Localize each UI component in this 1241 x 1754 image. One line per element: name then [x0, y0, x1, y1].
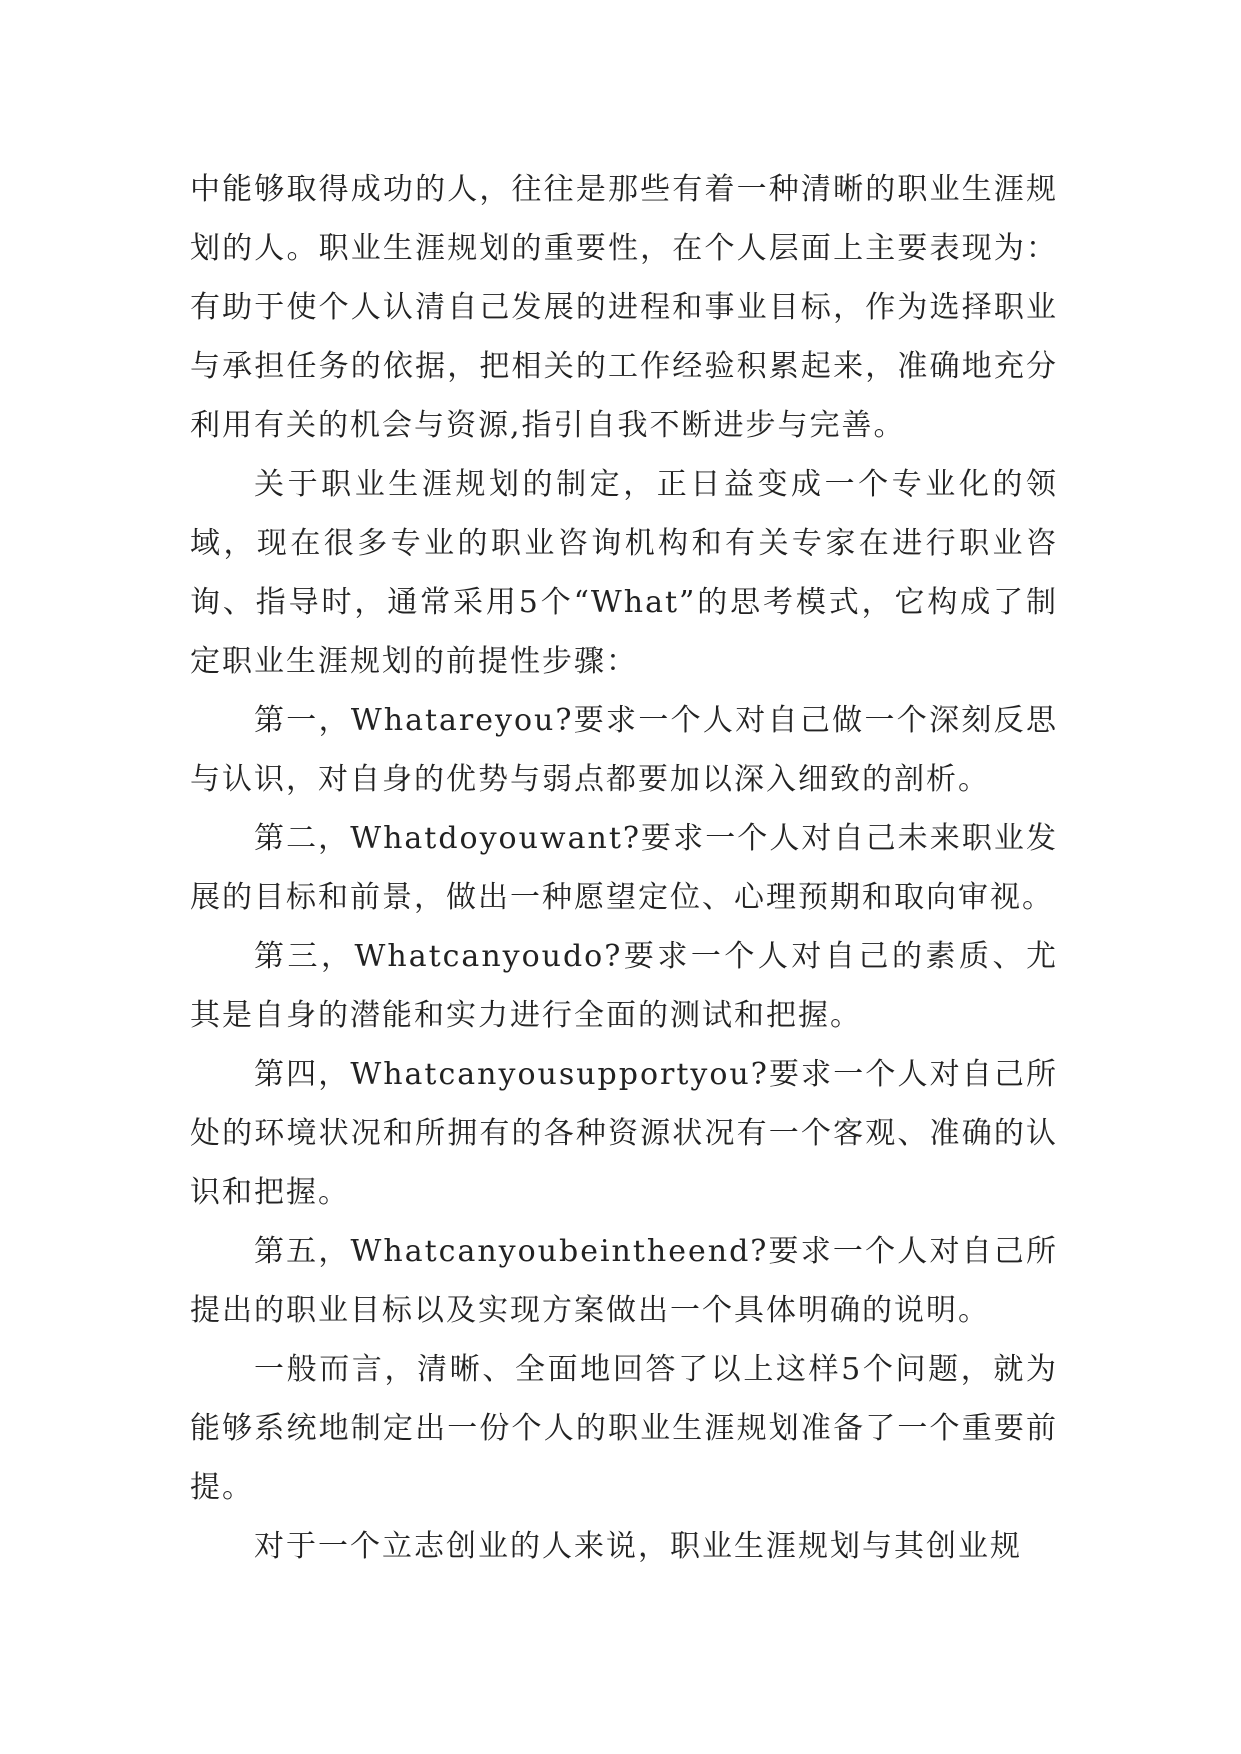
paragraph-what-second: 第二，Whatdoyouwant?要求一个人对自己未来职业发展的目标和前景，做出一种愿望定位、心理预期和取向审视。	[190, 821, 1058, 915]
paragraph-entrepreneur: 对于一个立志创业的人来说，职业生涯规划与其创业规	[254, 1529, 1022, 1564]
paragraph-what-first: 第一，Whatareyou?要求一个人对自己做一个深刻反思与认识，对自身的优势与弱点都要加以深入细致的剖析。	[190, 703, 1058, 797]
paragraph-summary: 一般而言，清晰、全面地回答了以上这样5个问题，就为能够系统地制定出一份个人的职业生涯规划准备了一个重要前提。	[190, 1352, 1058, 1505]
paragraph-what-fifth: 第五，Whatcanyoubeintheend?要求一个人对自己所提出的职业目标以及实现方案做出一个具体明确的说明。	[190, 1234, 1058, 1328]
paragraph-five-what-model: 关于职业生涯规划的制定，正日益变成一个专业化的领域，现在很多专业的职业咨询机构和有关专家在进行职业咨询、指导时，通常采用5个“What”的思考模式，它构成了制定职业生涯规划的前提性步骤：	[190, 467, 1058, 679]
document-body	[190, 160, 1058, 1576]
paragraph-intro-continuation: 中能够取得成功的人，往往是那些有着一种清晰的职业生涯规划的人。职业生涯规划的重要性，在个人层面上主要表现为：有助于使个人认清自己发展的进程和事业目标，作为选择职业与承担任务的依据，把相关的工作经验积累起来，准确地充分利用有关的机会与资源,指引自我不断进步与完善。	[190, 172, 1058, 443]
paragraph-what-third: 第三，Whatcanyoudo?要求一个人对自己的素质、尤其是自身的潜能和实力进行全面的测试和把握。	[190, 939, 1058, 1033]
paragraph-what-fourth: 第四，Whatcanyousupportyou?要求一个人对自己所处的环境状况和所拥有的各种资源状况有一个客观、准确的认识和把握。	[190, 1057, 1058, 1210]
